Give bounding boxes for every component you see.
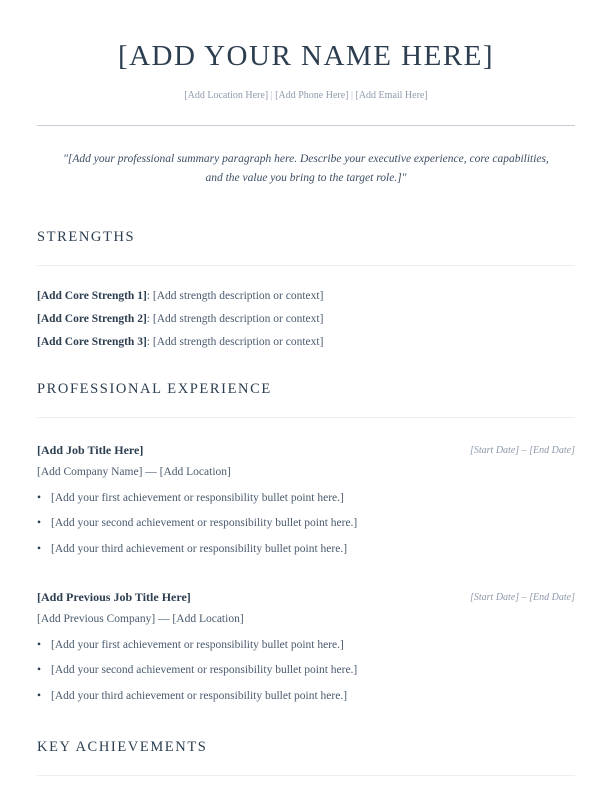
bullet-glyph: •	[37, 517, 42, 529]
bullet-text: [Add your first achievement or responsibility bullet point here.]	[51, 639, 344, 651]
list-item	[37, 664, 357, 676]
job-dates: [Start Date] – [End Date]	[470, 592, 575, 603]
bullet-text: [Add your second achievement or responsibility bullet point here.]	[51, 517, 358, 529]
strength-name: [Add Core Strength 3]	[37, 336, 147, 348]
strength-item	[37, 336, 323, 348]
strengths-heading: STRENGTHS	[37, 229, 136, 245]
header-divider	[37, 125, 575, 126]
list-item	[37, 543, 347, 555]
bullet-glyph: •	[37, 492, 42, 504]
list-item	[37, 690, 347, 702]
strength-description: : [Add strength description or context]	[146, 313, 324, 325]
resume-name: [ADD YOUR NAME HERE]	[117, 40, 495, 72]
list-item	[37, 517, 357, 529]
strength-name: [Add Core Strength 2]	[37, 313, 147, 325]
bullet-text: [Add your third achievement or responsibility bullet point here.]	[51, 543, 348, 555]
job-title: [Add Job Title Here]	[37, 443, 144, 457]
strength-item	[37, 313, 323, 325]
list-item	[37, 639, 344, 651]
contact-location: [Add Location Here]	[184, 90, 269, 101]
contact-email: [Add Email Here]	[355, 90, 428, 101]
section-divider	[37, 265, 575, 266]
strength-name: [Add Core Strength 1]	[37, 290, 147, 302]
contact-separator: |	[270, 90, 273, 101]
section-divider	[37, 775, 575, 776]
strength-item	[37, 290, 323, 302]
contact-phone: [Add Phone Here]	[275, 90, 349, 101]
section-divider	[37, 417, 575, 418]
bullet-text: [Add your second achievement or responsibility bullet point here.]	[51, 664, 358, 676]
bullet-text: [Add your third achievement or responsibility bullet point here.]	[51, 690, 348, 702]
job-title: [Add Previous Job Title Here]	[37, 590, 191, 604]
bullet-glyph: •	[37, 639, 42, 651]
bullet-glyph: •	[37, 664, 42, 676]
bullet-text: [Add your first achievement or responsibility bullet point here.]	[51, 492, 344, 504]
contact-separator: |	[350, 90, 353, 101]
job-company: [Add Previous Company] — [Add Location]	[37, 613, 244, 625]
list-item	[37, 492, 344, 504]
job-dates: [Start Date] – [End Date]	[470, 445, 575, 456]
strength-description: : [Add strength description or context]	[146, 290, 324, 302]
contact-line	[0, 90, 612, 101]
professional-summary: "[Add your professional summary paragraph here. Describe your executive experience, core capabilities, and the value you bring to the target role.]"	[63, 153, 549, 184]
bullet-glyph: •	[37, 690, 42, 702]
job-company: [Add Company Name] — [Add Location]	[37, 466, 231, 478]
achievements-heading: KEY ACHIEVEMENTS	[37, 739, 208, 755]
bullet-glyph: •	[37, 543, 42, 555]
experience-heading: PROFESSIONAL EXPERIENCE	[37, 381, 272, 397]
strength-description: : [Add strength description or context]	[146, 336, 324, 348]
